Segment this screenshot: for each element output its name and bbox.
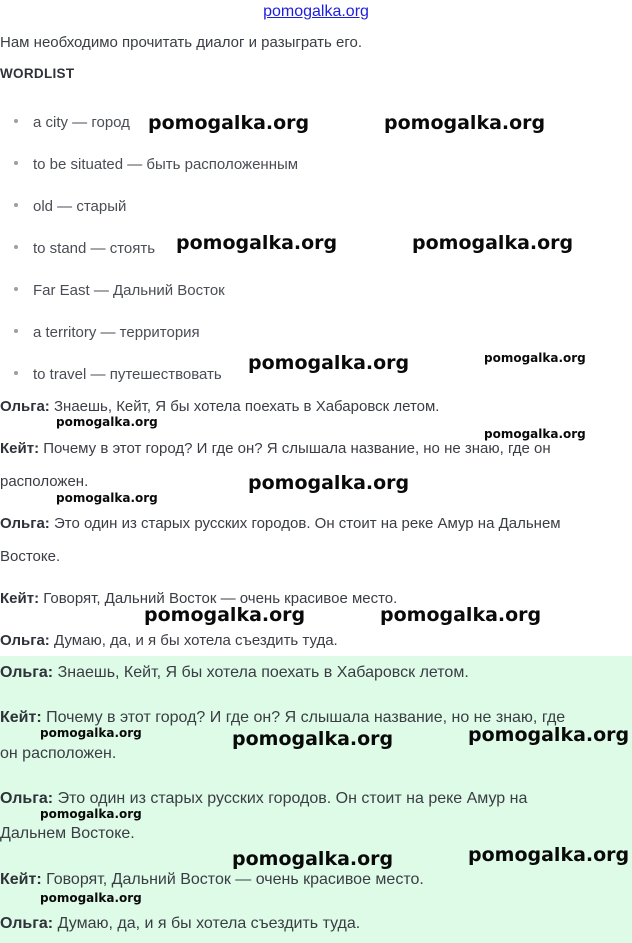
watermark: pomogalka.org	[40, 807, 142, 821]
watermark: pomogalka.org	[176, 232, 338, 254]
watermark: pomogalka.org	[40, 891, 142, 905]
watermark: pomogalka.org	[468, 844, 630, 866]
bullet-icon	[14, 161, 18, 165]
speaker-name: Ольга:	[0, 790, 54, 807]
speaker-name: Кейт:	[0, 590, 40, 607]
bullet-icon	[14, 329, 18, 333]
dialog-line-continuation: Востоке.	[0, 548, 61, 565]
watermark: pomogalka.org	[232, 728, 394, 750]
watermark: pomogalka.org	[412, 232, 574, 254]
wordlist-item: to stand — стоять	[14, 240, 155, 257]
dialog-line: Кейт: Почему в этот город? И где он? Я слышала название, но не знаю, где он	[0, 440, 551, 457]
speaker-name: Кейт:	[0, 709, 42, 726]
watermark: pomogalka.org	[144, 604, 306, 626]
site-title-link[interactable]: pomogalka.org	[263, 3, 369, 20]
dialog-line: Ольга: Думаю, да, и я бы хотела съездить туда.	[0, 915, 361, 932]
watermark: pomogalka.org	[248, 472, 410, 494]
dialog-line: Ольга: Это один из старых русских городов. Он стоит на реке Амур на	[0, 790, 528, 807]
watermark: pomogalka.org	[468, 724, 630, 746]
speaker-name: Ольга:	[0, 915, 54, 932]
watermark: pomogalka.org	[380, 604, 542, 626]
dialog-line: Кейт: Говорят, Дальний Восток — очень красивое место.	[0, 590, 398, 607]
dialog-line: Кейт: Почему в этот город? И где он? Я слышала название, но не знаю, где	[0, 709, 566, 726]
bullet-icon	[14, 245, 18, 249]
bullet-icon	[14, 203, 18, 207]
speaker-name: Ольга:	[0, 664, 54, 681]
watermark: pomogalka.org	[56, 415, 158, 429]
watermark: pomogalka.org	[484, 351, 586, 365]
dialog-line-continuation: расположен.	[0, 473, 89, 490]
wordlist-heading: WORDLIST	[0, 66, 75, 81]
wordlist-item: old — старый	[14, 198, 126, 215]
wordlist-item: a city — город	[14, 114, 130, 131]
watermark: pomogalka.org	[484, 427, 586, 441]
bullet-icon	[14, 371, 18, 375]
wordlist-item: a territory — территория	[14, 324, 200, 341]
speaker-name: Ольга:	[0, 515, 50, 532]
watermark: pomogalka.org	[56, 491, 158, 505]
speaker-name: Кейт:	[0, 871, 42, 888]
wordlist-item: to travel — путешествовать	[14, 366, 222, 383]
dialog-line: Кейт: Говорят, Дальний Восток — очень красивое место.	[0, 871, 424, 888]
wordlist-item: to be situated — быть расположенным	[14, 156, 298, 173]
watermark: pomogalka.org	[148, 112, 310, 134]
watermark: pomogalka.org	[384, 112, 546, 134]
watermark: pomogalka.org	[40, 726, 142, 740]
dialog-line-continuation: он расположен.	[0, 745, 117, 762]
speaker-name: Ольга:	[0, 632, 50, 649]
speaker-name: Ольга:	[0, 398, 50, 415]
dialog-line-continuation: Дальнем Востоке.	[0, 825, 135, 842]
dialog-line: Ольга: Знаешь, Кейт, Я бы хотела поехать в Хабаровск летом.	[0, 664, 469, 681]
intro-text: Нам необходимо прочитать диалог и разыграть его.	[0, 34, 363, 51]
dialog-line: Ольга: Знаешь, Кейт, Я бы хотела поехать в Хабаровск летом.	[0, 398, 440, 415]
wordlist-item: Far East — Дальний Восток	[14, 282, 225, 299]
dialog-line: Ольга: Думаю, да, и я бы хотела съездить туда.	[0, 632, 338, 649]
bullet-icon	[14, 119, 18, 123]
speaker-name: Кейт:	[0, 440, 40, 457]
watermark: pomogalka.org	[248, 352, 410, 374]
bullet-icon	[14, 287, 18, 291]
watermark: pomogalka.org	[232, 848, 394, 870]
dialog-line: Ольга: Это один из старых русских городов. Он стоит на реке Амур на Дальнем	[0, 515, 561, 532]
